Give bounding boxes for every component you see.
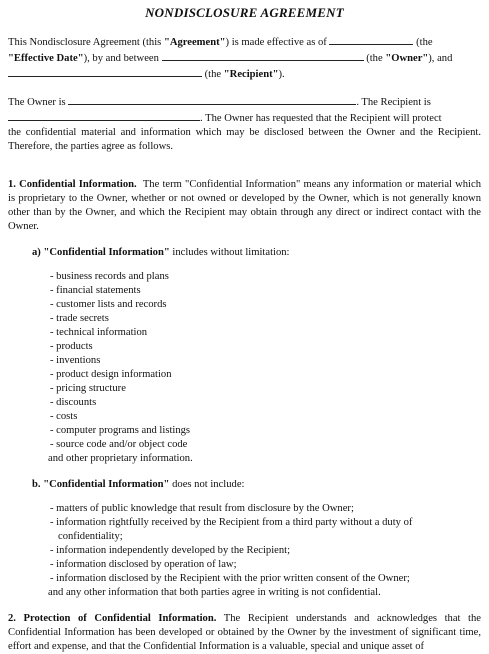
list-item: - product design information [50, 369, 172, 380]
list-item: - information disclosed by the Recipient with the prior written consent of the Owner; [50, 573, 410, 584]
owner-address-blank[interactable] [68, 94, 356, 105]
list-item: - customer lists and records [50, 299, 167, 310]
section-1-body: The term "Confidential Information" means any information or material which is proprietary to the Owner, whether or not owned or developed by the Owner, which is not generally known other than by the Owner, and which the Recipient may obtain through any direct or indirect contact with the Owner. [8, 179, 482, 232]
list-item: - information rightfully received by the Recipient from a third party without a duty of [50, 517, 413, 528]
list-item: - information independently developed by the Recipient; [50, 545, 291, 556]
owner-name-blank[interactable] [162, 50, 364, 61]
list-closing: and other proprietary information. [48, 453, 193, 464]
subsection-b-heading: b. "Confidential Information" does not include: [32, 479, 245, 490]
list-item: - pricing structure [50, 383, 126, 394]
list-item: - financial statements [50, 285, 141, 296]
list-item: - trade secrets [50, 313, 109, 324]
recipient-name-blank[interactable] [8, 66, 202, 77]
owner-term: "Owner" [385, 53, 429, 64]
list-closing: and any other information that both parties agree in writing is not confidential. [48, 587, 381, 598]
owner-paragraph: The Owner is . The Recipient is . The Owner has requested that the Recipient will protect the confidential material and information which may be disclosed between the Owner and the Recipient. Therefore, the parties agree as follows. [8, 94, 481, 154]
subsection-a-heading: a) "Confidential Information" includes without limitation: [32, 247, 290, 258]
list-item: - information disclosed by operation of law; [50, 559, 237, 570]
list-item: - business records and plans [50, 271, 169, 282]
list-item: - inventions [50, 355, 101, 366]
section-2-heading: 2. Protection of Confidential Information. [8, 613, 217, 624]
effective-date-term: "Effective Date" [8, 53, 84, 64]
list-item: - technical information [50, 327, 148, 338]
list-item: - discounts [50, 397, 97, 408]
list-item: - products [50, 341, 93, 352]
recipient-address-blank[interactable] [8, 110, 200, 121]
intro-paragraph: This Nondisclosure Agreement (this "Agreement") is made effective as of (the "Effective Date"), by and between (the "Owner"), and (the "Recipient"). [8, 34, 481, 82]
recipient-term: "Recipient" [223, 69, 279, 80]
list-item-continuation: confidentiality; [58, 531, 123, 542]
agreement-term: "Agreement" [163, 37, 226, 48]
section-2-body: The Recipient understands and acknowledges that the Confidential Information has been developed or obtained by the Owner by the investment of significant time, effort and expense, and that the Confidential Information is a valuable, special and unique asset of [8, 613, 481, 652]
section-2 [8, 612, 481, 654]
document-title: NONDISCLOSURE AGREEMENT [145, 5, 344, 20]
excluded-list [50, 502, 481, 600]
included-list [50, 270, 481, 466]
document-page [0, 6, 489, 653]
list-item: - matters of public knowledge that result from disclosure by the Owner; [50, 503, 354, 514]
list-item: - costs [50, 411, 78, 422]
effective-date-blank[interactable] [329, 34, 413, 45]
section-1 [8, 178, 481, 234]
section-1-heading: 1. Confidential Information. [8, 179, 137, 190]
list-item: - source code and/or object code [50, 439, 188, 450]
list-item: - computer programs and listings [50, 425, 191, 436]
